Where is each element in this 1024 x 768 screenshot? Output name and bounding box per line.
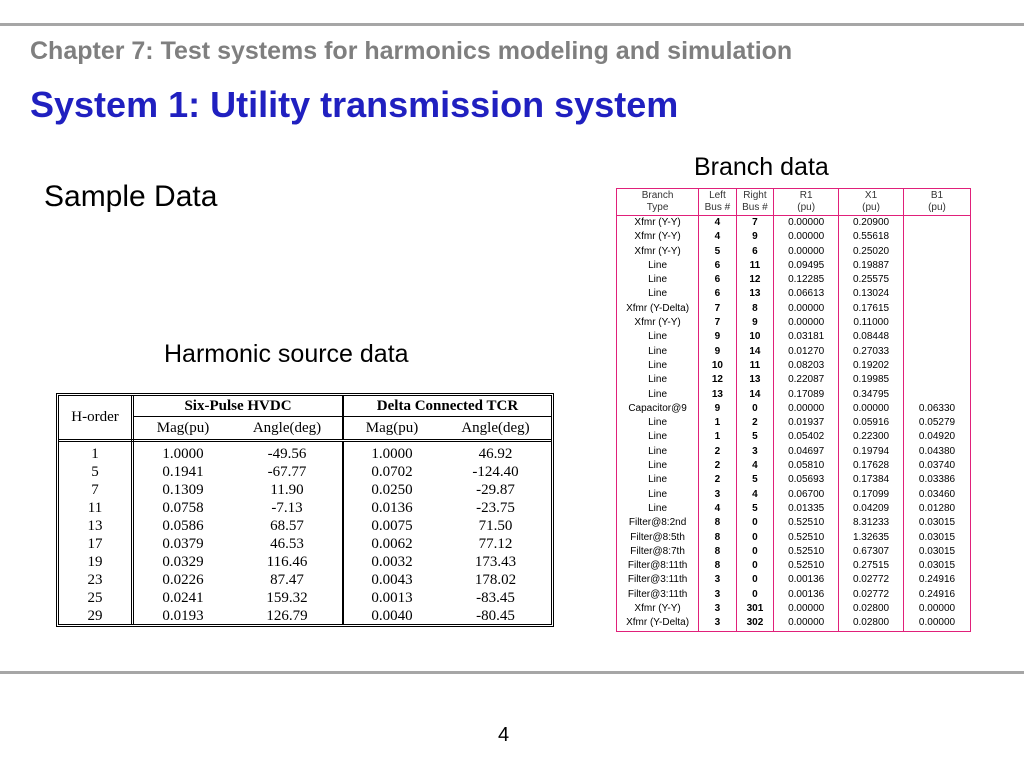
branch-row [617,388,971,402]
branch-cell: 0.19887 [839,259,904,273]
branch-cell: 0 [736,588,774,602]
branch-cell: 0.02800 [839,616,904,631]
branch-cell: Line [617,359,699,373]
branch-cell: 7 [699,316,737,330]
branch-cell: 2 [736,416,774,430]
harmonic-row [59,517,551,535]
branch-cell: 0.00136 [774,573,839,587]
branch-cell: 0.52510 [774,559,839,573]
harmonic-cell: 0.0013 [343,589,440,607]
branch-cell: 12 [699,373,737,387]
branch-cell: 0.27033 [839,345,904,359]
sample-data-label: Sample Data [44,180,218,213]
branch-cell: 0.00000 [904,602,971,616]
branch-cell: 0.02800 [839,602,904,616]
branch-row [617,402,971,416]
branch-col-header: R1 (pu) [774,189,839,216]
branch-row [617,488,971,502]
branch-cell: 7 [736,216,774,231]
harmonic-cell: 46.53 [270,536,304,552]
branch-col-header: Left Bus # [699,189,737,216]
branch-row [617,559,971,573]
branch-cell: 6 [736,245,774,259]
branch-cell: 0.00000 [774,216,839,231]
harmonic-cell: -49.56 [267,446,307,462]
harmonic-cell: 87.47 [270,572,304,588]
branch-row [617,345,971,359]
branch-cell: 0.03460 [904,488,971,502]
branch-cell: 0 [736,573,774,587]
branch-cell: Line [617,502,699,516]
branch-cell: 0.55618 [839,230,904,244]
branch-cell: 3 [699,488,737,502]
branch-cell: 9 [699,402,737,416]
harmonic-cell: 29 [59,607,133,625]
branch-cell: 10 [699,359,737,373]
branch-cell: 0.01335 [774,502,839,516]
branch-row [617,230,971,244]
harmonic-cell: 68.57 [270,518,304,534]
branch-cell: Xfmr (Y-Y) [617,216,699,231]
branch-cell: Xfmr (Y-Delta) [617,616,699,631]
branch-cell: 0.00000 [774,230,839,244]
branch-cell: 0.34795 [839,388,904,402]
chapter-heading: Chapter 7: Test systems for harmonics modeling and simulation [30,37,793,65]
branch-col-header: B1 (pu) [904,189,971,216]
branch-cell: 0.03015 [904,531,971,545]
branch-cell [904,287,971,301]
branch-cell: 302 [736,616,774,631]
branch-cell: 0.01937 [774,416,839,430]
branch-cell: 3 [736,445,774,459]
harmonic-cell: -80.45 [476,608,515,624]
harmonic-cell: 13 [59,517,133,535]
branch-row [617,445,971,459]
branch-cell: 8 [699,559,737,573]
branch-cell: 5 [699,245,737,259]
branch-cell: Line [617,416,699,430]
branch-cell: 0.52510 [774,531,839,545]
harmonic-column-row [59,417,551,441]
branch-cell: Filter@8:5th [617,531,699,545]
branch-cell: 0.05279 [904,416,971,430]
branch-cell: 0.09495 [774,259,839,273]
branch-header-row [617,189,971,216]
angle-header: Angle(deg) [440,417,551,441]
six-pulse-hvdc-header: Six-Pulse HVDC [133,396,344,417]
branch-cell: 8.31233 [839,516,904,530]
branch-cell: 0.19985 [839,373,904,387]
branch-cell: 11 [736,359,774,373]
harmonic-cell: 0.0075 [343,517,440,535]
harmonic-cell: 0.1941 [162,464,204,480]
harmonic-cell: 7 [59,481,133,499]
branch-data-table [616,188,971,632]
branch-row [617,259,971,273]
harmonic-group-row [59,396,551,417]
branch-cell: 0.02772 [839,588,904,602]
branch-col-header: Right Bus # [736,189,774,216]
branch-row [617,473,971,487]
branch-cell: Line [617,287,699,301]
branch-cell: 1 [699,416,737,430]
slide-title: System 1: Utility transmission system [30,84,679,125]
branch-cell: 14 [736,388,774,402]
harmonic-cell: -83.45 [476,590,515,606]
branch-cell: 0 [736,402,774,416]
branch-cell: 0.00000 [774,316,839,330]
branch-cell: 0.17615 [839,302,904,316]
branch-cell: 5 [736,473,774,487]
branch-cell [904,345,971,359]
branch-row [617,531,971,545]
branch-cell: 2 [699,473,737,487]
branch-cell: 1 [699,430,737,444]
branch-cell: 0.03015 [904,559,971,573]
harmonic-cell: 0.1309 [162,482,204,498]
branch-cell [904,273,971,287]
branch-cell: 0.05810 [774,459,839,473]
branch-cell: 0.19202 [839,359,904,373]
branch-row [617,316,971,330]
branch-row [617,502,971,516]
branch-cell: 0.04697 [774,445,839,459]
branch-cell: 0.05402 [774,430,839,444]
branch-cell: 0.00136 [774,588,839,602]
harmonic-cell: 0.0250 [343,481,440,499]
branch-row [617,216,971,231]
branch-cell: 12 [736,273,774,287]
harmonic-cell: 0.0062 [343,535,440,553]
branch-cell: Line [617,345,699,359]
harmonic-cell: 77.12 [478,536,513,552]
branch-row [617,373,971,387]
branch-data-heading: Branch data [694,153,829,181]
branch-cell: 0.00000 [774,602,839,616]
branch-cell: Line [617,445,699,459]
branch-row [617,516,971,530]
bottom-divider [0,671,1024,674]
harmonic-cell: 0.0043 [343,571,440,589]
branch-row [617,602,971,616]
branch-row [617,359,971,373]
branch-cell: 301 [736,602,774,616]
harmonic-cell: 0.0040 [343,607,440,625]
branch-cell: 1.32635 [839,531,904,545]
harmonic-table-body [59,441,551,626]
branch-row [617,430,971,444]
branch-cell: 0 [736,531,774,545]
branch-cell: Xfmr (Y-Y) [617,230,699,244]
harmonic-cell: -7.13 [271,500,303,516]
harmonic-cell: 19 [59,553,133,571]
branch-cell: 5 [736,502,774,516]
branch-cell: Line [617,273,699,287]
branch-row [617,573,971,587]
branch-cell: Line [617,459,699,473]
branch-cell: 0.04380 [904,445,971,459]
harmonic-cell: -67.77 [267,464,307,480]
branch-cell [904,330,971,344]
harmonic-cell: 17 [59,535,133,553]
branch-row [617,302,971,316]
branch-cell: 0.04209 [839,502,904,516]
branch-cell [904,259,971,273]
branch-cell: 0.00000 [904,616,971,631]
branch-cell: Filter@8:7th [617,545,699,559]
harmonic-cell: 173.43 [474,554,517,570]
branch-cell: Line [617,373,699,387]
branch-cell: 13 [699,388,737,402]
harmonic-cell: 0.0702 [343,463,440,481]
branch-cell: 0.00000 [774,616,839,631]
branch-cell: Line [617,473,699,487]
branch-cell: 0.03386 [904,473,971,487]
page-number: 4 [498,724,510,746]
branch-cell: 0.00000 [774,245,839,259]
branch-cell [904,316,971,330]
branch-cell: 0.03015 [904,516,971,530]
branch-cell: 0.67307 [839,545,904,559]
branch-cell: 3 [699,616,737,631]
branch-cell: 0.22300 [839,430,904,444]
branch-cell: 0.00000 [774,302,839,316]
harmonic-cell: 0.0379 [162,536,204,552]
branch-cell: 3 [699,588,737,602]
branch-cell: 0.25020 [839,245,904,259]
mag-header: Mag(pu) [133,417,233,441]
harmonic-cell: 0.0032 [343,553,440,571]
branch-cell: 14 [736,345,774,359]
branch-row [617,416,971,430]
branch-cell [904,230,971,244]
branch-cell: 4 [736,488,774,502]
branch-cell: 0.03181 [774,330,839,344]
harmonic-cell: 159.32 [266,590,308,606]
angle-header: Angle(deg) [232,417,343,441]
branch-row [617,459,971,473]
branch-cell: 0.05693 [774,473,839,487]
branch-cell: 0 [736,516,774,530]
harmonic-table-frame [56,393,554,627]
branch-cell: 10 [736,330,774,344]
branch-cell: 6 [699,287,737,301]
branch-cell: Line [617,330,699,344]
harmonic-cell: 0.0226 [162,572,204,588]
branch-col-header: Branch Type [617,189,699,216]
branch-cell: 9 [699,345,737,359]
branch-cell: 5 [736,430,774,444]
harmonic-cell: 5 [59,463,133,481]
branch-cell: Xfmr (Y-Y) [617,316,699,330]
branch-cell: Filter@8:2nd [617,516,699,530]
branch-cell: Filter@3:11th [617,588,699,602]
branch-cell [904,302,971,316]
branch-cell: Line [617,488,699,502]
branch-cell: 0.06700 [774,488,839,502]
branch-cell: 0.05916 [839,416,904,430]
harmonic-cell: 0.0241 [162,590,204,606]
branch-row [617,245,971,259]
branch-cell: 0.25575 [839,273,904,287]
branch-cell: 0.06330 [904,402,971,416]
branch-cell: 4 [699,216,737,231]
branch-cell: 0.11000 [839,316,904,330]
harmonic-cell: 0.0193 [162,608,204,624]
h-order-header: H-order [59,396,133,441]
harmonic-row [59,571,551,589]
harmonic-row [59,463,551,481]
branch-cell: 0.22087 [774,373,839,387]
harmonic-row [59,553,551,571]
branch-table-body [617,216,971,632]
branch-cell: 3 [699,602,737,616]
harmonic-row [59,589,551,607]
harmonic-cell: -124.40 [472,464,519,480]
branch-cell [904,216,971,231]
harmonic-cell: 11.90 [270,482,304,498]
branch-cell: 0.00000 [774,402,839,416]
branch-cell: 4 [699,230,737,244]
branch-cell: 8 [699,516,737,530]
branch-cell: 9 [699,330,737,344]
branch-row [617,330,971,344]
branch-cell: 6 [699,273,737,287]
branch-cell: 0 [736,559,774,573]
harmonic-row [59,481,551,499]
branch-cell: 2 [699,445,737,459]
harmonic-row [59,535,551,553]
branch-cell: 8 [736,302,774,316]
harmonic-source-table [59,396,551,625]
branch-cell: 9 [736,316,774,330]
harmonic-cell: 178.02 [474,572,517,588]
branch-cell: 0.19794 [839,445,904,459]
branch-cell: 0.08203 [774,359,839,373]
branch-cell [904,359,971,373]
branch-cell: 2 [699,459,737,473]
branch-cell: Line [617,430,699,444]
harmonic-cell: 0.0586 [162,518,204,534]
delta-tcr-header: Delta Connected TCR [343,396,551,417]
branch-cell: 0.00000 [839,402,904,416]
branch-cell: 0.08448 [839,330,904,344]
harmonic-cell: 0.0758 [162,500,204,516]
branch-cell: 8 [699,531,737,545]
branch-cell: 0.17089 [774,388,839,402]
harmonic-cell: 11 [59,499,133,517]
harmonic-cell: 1.0000 [162,446,204,462]
branch-cell: 0.24916 [904,588,971,602]
mag-header: Mag(pu) [343,417,440,441]
branch-cell: Filter@8:11th [617,559,699,573]
harmonic-cell: 23 [59,571,133,589]
branch-cell: 0.27515 [839,559,904,573]
branch-cell: 13 [736,373,774,387]
branch-cell: 0.52510 [774,516,839,530]
branch-cell: 0.03015 [904,545,971,559]
branch-row [617,616,971,631]
harmonic-cell: 1.0000 [343,441,440,464]
branch-cell: 9 [736,230,774,244]
harmonic-cell: 126.79 [266,608,308,624]
branch-cell: 7 [699,302,737,316]
branch-cell: Xfmr (Y-Delta) [617,302,699,316]
branch-cell: 0.52510 [774,545,839,559]
branch-cell: 11 [736,259,774,273]
branch-cell [904,388,971,402]
branch-cell [904,373,971,387]
harmonic-source-heading: Harmonic source data [164,340,409,368]
branch-cell: 0.02772 [839,573,904,587]
branch-cell: 0.01280 [904,502,971,516]
branch-cell: 4 [736,459,774,473]
branch-cell: Line [617,259,699,273]
branch-cell [904,245,971,259]
branch-cell: 8 [699,545,737,559]
branch-cell: 0 [736,545,774,559]
branch-cell: Capacitor@9 [617,402,699,416]
branch-cell: 0.24916 [904,573,971,587]
branch-row [617,287,971,301]
branch-cell: 0.06613 [774,287,839,301]
branch-cell: 0.20900 [839,216,904,231]
branch-cell: 6 [699,259,737,273]
branch-cell: 4 [699,502,737,516]
branch-row [617,545,971,559]
branch-cell: 0.04920 [904,430,971,444]
harmonic-row [59,607,551,625]
branch-row [617,273,971,287]
harmonic-cell: 0.0136 [343,499,440,517]
harmonic-cell: 116.46 [266,554,308,570]
branch-cell: Line [617,388,699,402]
branch-cell: Filter@3:11th [617,573,699,587]
top-divider [0,23,1024,26]
branch-cell: 13 [736,287,774,301]
harmonic-cell: 25 [59,589,133,607]
branch-cell: 3 [699,573,737,587]
branch-cell: 0.17099 [839,488,904,502]
branch-cell: 0.01270 [774,345,839,359]
harmonic-cell: -29.87 [476,482,515,498]
branch-col-header: X1 (pu) [839,189,904,216]
branch-cell: 0.03740 [904,459,971,473]
harmonic-row [59,499,551,517]
branch-cell: 0.17384 [839,473,904,487]
harmonic-cell: 71.50 [478,518,513,534]
branch-cell: 0.12285 [774,273,839,287]
branch-cell: 0.17628 [839,459,904,473]
branch-cell: 0.13024 [839,287,904,301]
harmonic-cell: 0.0329 [162,554,204,570]
harmonic-cell: 46.92 [478,446,513,462]
branch-row [617,588,971,602]
branch-cell: Xfmr (Y-Y) [617,602,699,616]
harmonic-cell: -23.75 [476,500,515,516]
harmonic-row [59,441,551,464]
branch-cell: Xfmr (Y-Y) [617,245,699,259]
harmonic-cell: 1 [59,441,133,464]
